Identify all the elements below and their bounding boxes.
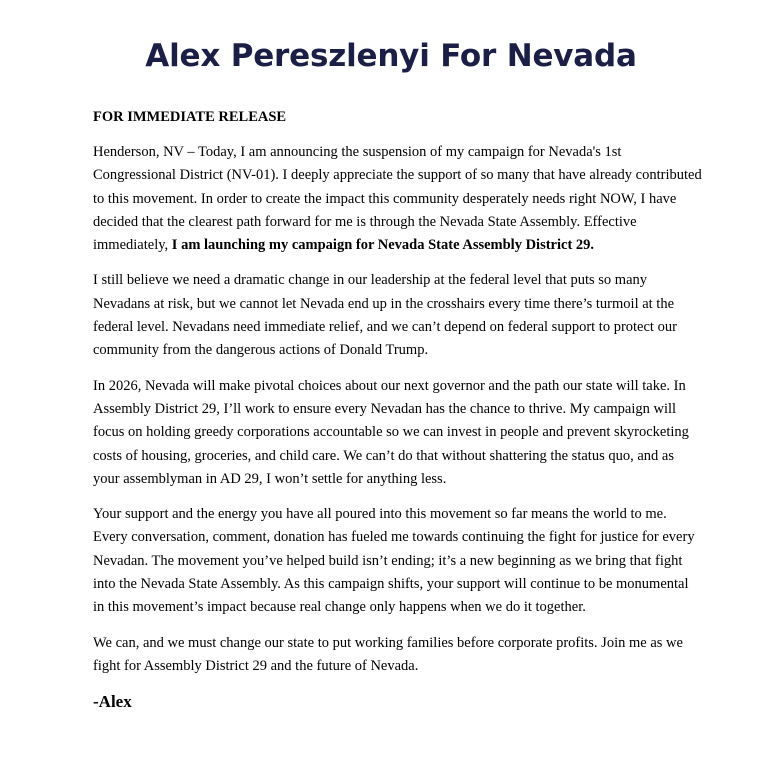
paragraph-emphasis: I am launching my campaign for Nevada State Assembly District 29. xyxy=(171,237,595,254)
paragraph-federal: I still believe we need a dramatic change in our leadership at the federal level that puts so many Nevadans at risk, but we cannot let Nevada end up in the crosshairs every time there’s turmoil at the federal level. Nevadans need immediate relief, and we can’t depend on federal support to protect our community from the dangerous actions of Donald Trump. xyxy=(93,272,677,359)
paragraph-announcement xyxy=(93,141,703,257)
signature: -Alex xyxy=(93,692,132,712)
page-title: Alex Pereszlenyi For Nevada xyxy=(145,38,637,74)
paragraph-closing: We can, and we must change our state to put working families before corporate profits. Join me as we fight for Assembly District 29 and the future of Nevada. xyxy=(93,634,683,674)
paragraph-2026: In 2026, Nevada will make pivotal choices about our next governor and the path our state will take. In Assembly District 29, I’ll work to ensure every Nevadan has the chance to thrive. My campaign will focus on holding greedy corporations accountable so we can invest in people and prevent skyrocketing costs of housing, groceries, and child care. We can’t do that without shattering the status quo, and as your assemblyman in AD 29, I won’t settle for anything less. xyxy=(93,377,689,487)
press-release xyxy=(93,0,703,714)
release-tag: FOR IMMEDIATE RELEASE xyxy=(93,109,287,125)
paragraph-text: Henderson, NV – Today, I am announcing the suspension of my campaign for Nevada's 1st Congressional District (NV-01). I deeply appreciate the support of so many that have already contributed to this movement. In order to create the impact this community desperately needs right NOW, I have decided that the clearest path forward for me is through the Nevada State Assembly. Effective immediately, xyxy=(93,144,702,254)
paragraph-support: Your support and the energy you have all poured into this movement so far means the world to me. Every conversation, comment, donation has fueled me towards continuing the fight for justice for every Nevadan. The movement you’ve helped build isn’t ending; it’s a new beginning as we bring that fight into the Nevada State Assembly. As this campaign shifts, your support will continue to be monumental in this movement’s impact because real change only happens when we do it together. xyxy=(93,506,695,616)
